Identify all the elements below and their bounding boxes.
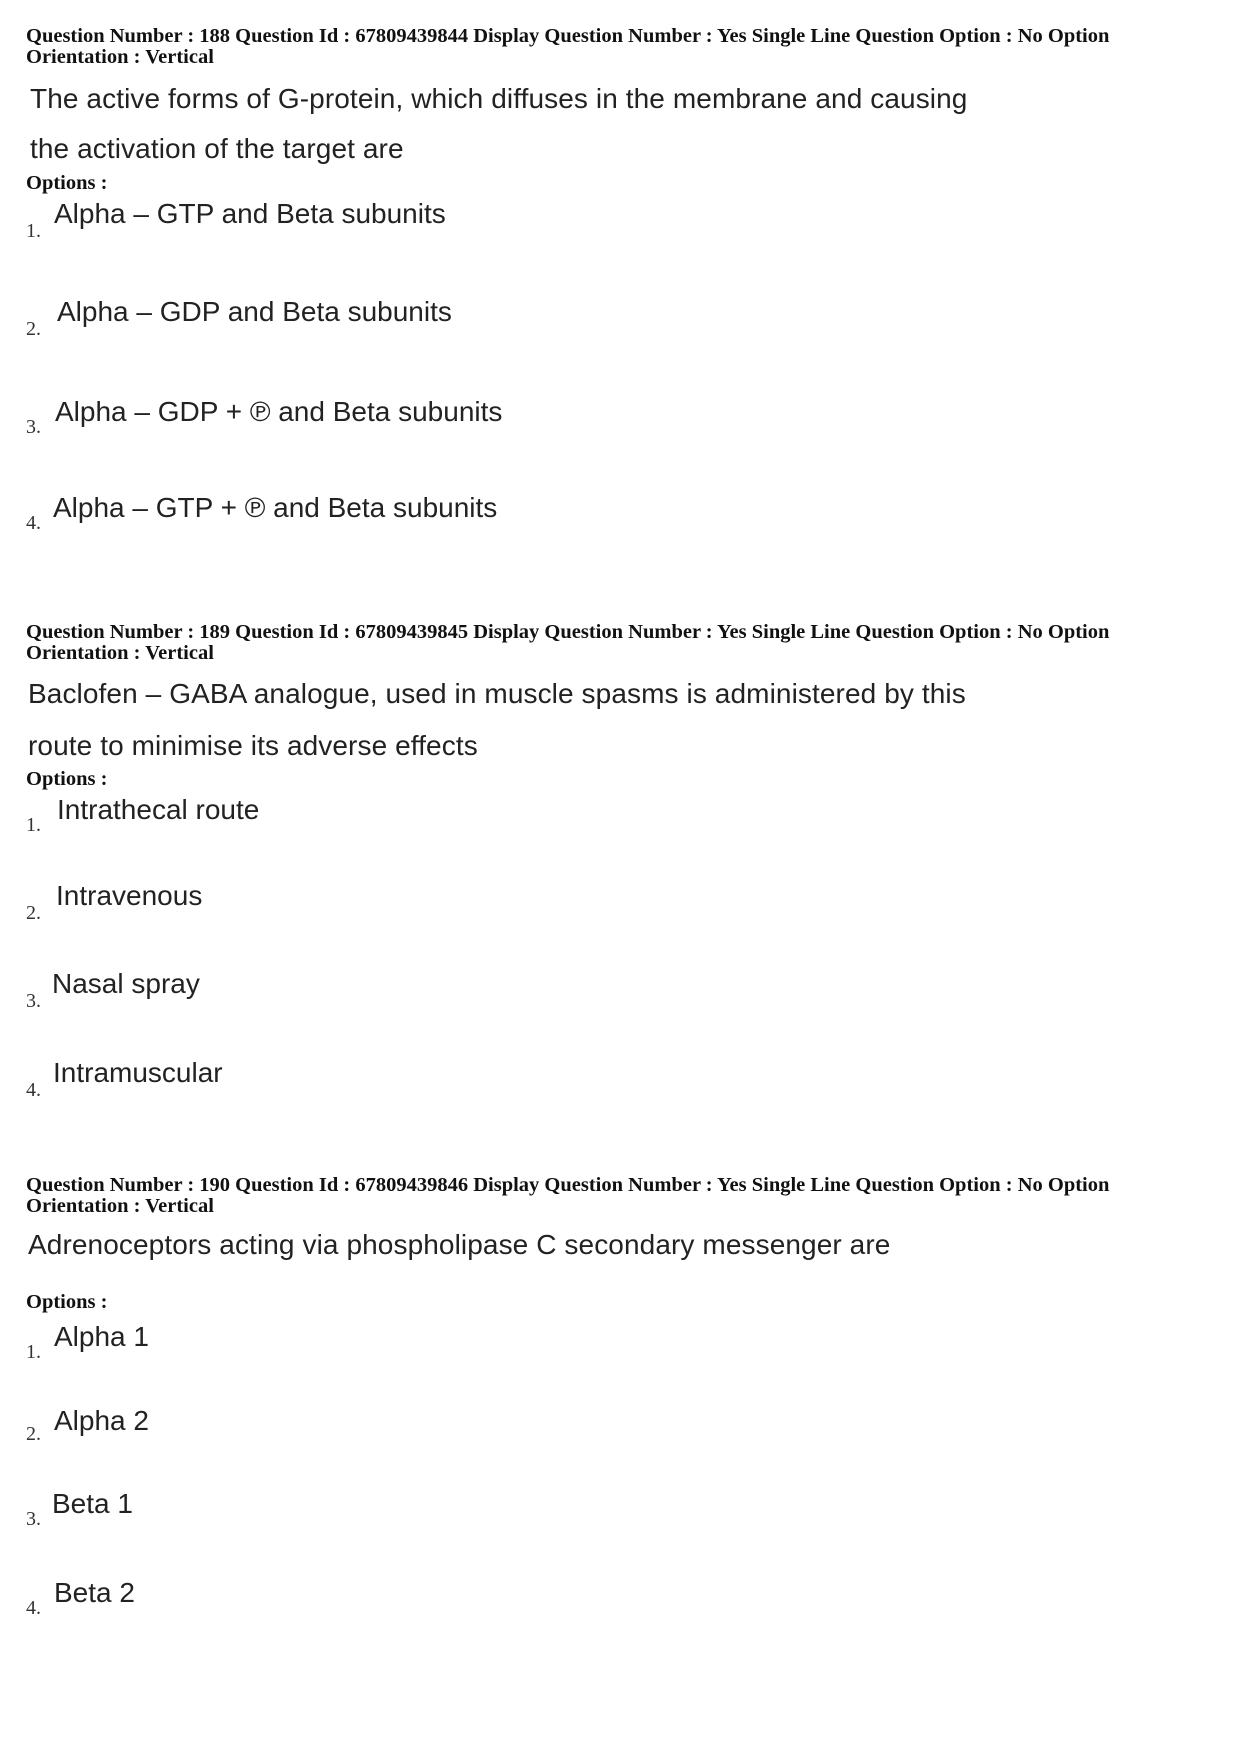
question-header-line1: Question Number : 190 Question Id : 67809439846 Display Question Number : Yes Single Line Question Option : No Option <box>26 1174 1110 1196</box>
options-label: Options : <box>26 172 108 194</box>
question-stem-line: Adrenoceptors acting via phospholipase C secondary messenger are <box>28 1229 891 1260</box>
question-stem-line: Baclofen – GABA analogue, used in muscle spasms is administered by this <box>28 678 966 709</box>
question-header <box>26 1175 1216 1217</box>
option-text: Alpha – GTP + ℗ and Beta subunits <box>53 492 498 523</box>
question-stem-line: The active forms of G-protein, which diffuses in the membrane and causing <box>30 83 968 114</box>
option-number: 1. <box>26 220 41 242</box>
question-header <box>26 26 1216 68</box>
question-188 <box>26 25 1216 534</box>
option-number: 1. <box>26 814 41 836</box>
option-number: 2. <box>26 902 41 924</box>
option-number: 2. <box>26 318 41 340</box>
option-text: Intramuscular <box>53 1057 223 1088</box>
option-text: Intrathecal route <box>57 794 260 825</box>
option-text: Intravenous <box>56 880 203 911</box>
question-header-line1: Question Number : 188 Question Id : 67809439844 Display Question Number : Yes Single Line Question Option : No Option <box>26 25 1110 47</box>
option-number: 2. <box>26 1423 41 1445</box>
question-stem <box>30 74 967 174</box>
option-number: 3. <box>26 990 41 1012</box>
question-header-line1: Question Number : 189 Question Id : 67809439845 Display Question Number : Yes Single Line Question Option : No Option <box>26 621 1110 643</box>
option-number: 4. <box>26 1079 41 1101</box>
question-stem-line: the activation of the target are <box>30 133 404 164</box>
question-190 <box>26 1174 1216 1619</box>
question-stem-line: route to minimise its adverse effects <box>28 730 478 761</box>
option-number: 1. <box>26 1341 41 1363</box>
option-text: Nasal spray <box>52 968 200 999</box>
option-text: Alpha 1 <box>54 1321 149 1352</box>
question-stem <box>28 1219 890 1271</box>
question-header-line2: Orientation : Vertical <box>26 46 214 68</box>
option-text: Alpha – GDP + ℗ and Beta subunits <box>55 396 503 427</box>
question-189 <box>26 621 1216 1101</box>
option-number: 4. <box>26 512 41 534</box>
option-text: Alpha – GDP and Beta subunits <box>57 296 452 327</box>
option-number: 3. <box>26 1508 41 1530</box>
option-number: 4. <box>26 1597 41 1619</box>
option-text: Alpha 2 <box>54 1405 149 1436</box>
question-header-line2: Orientation : Vertical <box>26 642 214 664</box>
question-stem <box>28 668 966 772</box>
option-text: Beta 1 <box>52 1488 133 1519</box>
options-label: Options : <box>26 768 108 790</box>
option-text: Alpha – GTP and Beta subunits <box>54 198 446 229</box>
option-number: 3. <box>26 416 41 438</box>
question-header <box>26 622 1216 664</box>
question-header-line2: Orientation : Vertical <box>26 1195 214 1217</box>
options-label: Options : <box>26 1291 108 1313</box>
option-text: Beta 2 <box>54 1577 135 1608</box>
